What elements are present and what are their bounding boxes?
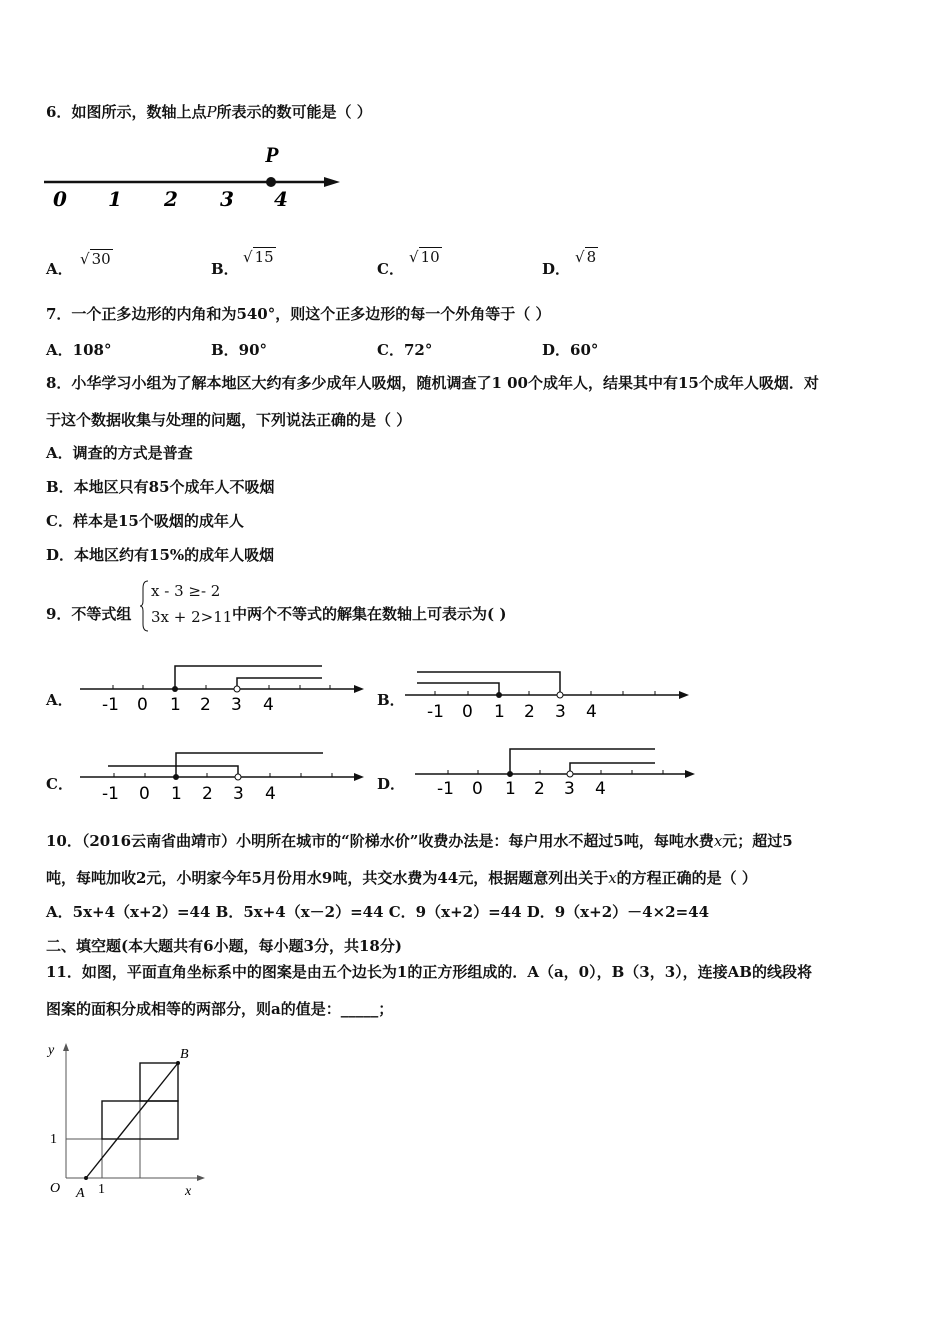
- q8-option-c[interactable]: C．样本是15个吸烟的成年人: [46, 512, 244, 530]
- q10-stem-line2: 吨，每吨加收2元，小明家今年5月份用水9吨，共交水费为44元，根据题意列出关于x的方程正确的是（ ）: [46, 869, 757, 887]
- q8-option-a[interactable]: A．调查的方式是普查: [46, 444, 193, 462]
- q9-option-a[interactable]: A．: [46, 691, 73, 709]
- q11-origin-label: O: [50, 1181, 61, 1196]
- q8-option-b[interactable]: B．本地区只有85个成年人不吸烟: [46, 478, 275, 496]
- q9d-tick-3: 3: [564, 779, 575, 799]
- q11-a-label: A: [76, 1186, 85, 1201]
- q9d-tick-neg1: -1: [437, 779, 454, 799]
- q9c-tick-1: 1: [171, 784, 182, 804]
- q9b-tick-1: 1: [494, 702, 505, 722]
- q6-option-a-value: √ 30: [80, 250, 111, 268]
- q7-option-c[interactable]: C．72°: [377, 341, 433, 359]
- q6-option-c[interactable]: C．: [377, 260, 404, 278]
- q9b-tick-2: 2: [524, 702, 535, 722]
- q6-point-label: P: [265, 142, 279, 167]
- q9-option-d-figure: [415, 745, 705, 805]
- q7-option-d[interactable]: D．60°: [542, 341, 599, 359]
- q9a-tick-0: 0: [137, 695, 148, 715]
- q11-stem-line1: 11．如图，平面直角坐标系中的图案是由五个边长为1的正方形组成的．A（a，0），B（3，3），连接AB的线段将: [46, 963, 812, 981]
- q6-stem: 6．如图所示，数轴上点P所表示的数可能是（ ）: [46, 103, 372, 121]
- q9b-tick-4: 4: [586, 702, 597, 722]
- q9c-tick-neg1: -1: [102, 784, 119, 804]
- q9-option-c-figure: [80, 745, 370, 805]
- q11-coordinate-figure: [40, 1040, 220, 1210]
- q6-option-b[interactable]: B．: [211, 260, 239, 278]
- q9c-tick-4: 4: [265, 784, 276, 804]
- q6-option-d[interactable]: D．: [542, 260, 571, 278]
- q9-stem-tail: 中两个不等式的解集在数轴上可表示为( ): [232, 605, 507, 623]
- q9-option-b-figure: [405, 662, 695, 722]
- q9c-tick-0: 0: [139, 784, 150, 804]
- q6-option-b-value: √ 15: [243, 248, 274, 266]
- q6-tick-4: 4: [274, 187, 288, 211]
- q11-answer-blank[interactable]: _____: [340, 1000, 379, 1018]
- q6-tick-0: 0: [53, 187, 67, 211]
- q9b-tick-neg1: -1: [427, 702, 444, 722]
- q9a-tick-2: 2: [200, 695, 211, 715]
- q6-number-line: [40, 140, 360, 220]
- q6-option-d-value: √ 8: [575, 248, 597, 266]
- q11-stem-line2: 图案的面积分成相等的两部分，则a的值是：_____；: [46, 1000, 394, 1018]
- q6-tick-2: 2: [164, 187, 178, 211]
- q6-option-c-value: √ 10: [409, 248, 440, 266]
- q9-option-a-figure: [80, 660, 370, 720]
- q6-option-a[interactable]: A．: [46, 260, 73, 278]
- q9-inequality-2: 3x + 2>11: [151, 608, 233, 626]
- q9d-tick-0: 0: [472, 779, 483, 799]
- q9b-tick-0: 0: [462, 702, 473, 722]
- q11-y-one: 1: [50, 1132, 57, 1147]
- q9c-tick-3: 3: [233, 784, 244, 804]
- q6-tick-3: 3: [220, 187, 234, 211]
- q10-options[interactable]: A．5x+4（x+2）=44 B．5x+4（x－2）=44 C．9（x+2）=44 D．9（x+2）－4×2=44: [46, 903, 710, 921]
- q9a-tick-3: 3: [231, 695, 242, 715]
- q9b-tick-3: 3: [555, 702, 566, 722]
- q8-option-d[interactable]: D．本地区约有15%的成年人吸烟: [46, 546, 275, 564]
- q9-option-b[interactable]: B．: [377, 691, 405, 709]
- q9-stem-num: 9．不等式组: [46, 605, 132, 623]
- q9a-tick-neg1: -1: [102, 695, 119, 715]
- q11-x-label: x: [185, 1184, 192, 1199]
- q9-option-d[interactable]: D．: [377, 775, 406, 793]
- q11-b-label: B: [180, 1047, 189, 1062]
- q9d-tick-1: 1: [505, 779, 516, 799]
- q8-stem-line1: 8．小华学习小组为了解本地区大约有多少成年人吸烟，随机调查了1 00个成年人，结果其中有15个成年人吸烟．对: [46, 374, 819, 392]
- section-2-heading: 二、填空题(本大题共有6小题，每小题3分，共18分): [46, 937, 402, 955]
- q6-tick-1: 1: [108, 187, 122, 211]
- q7-stem: 7．一个正多边形的内角和为540°，则这个正多边形的每一个外角等于（ ）: [46, 305, 551, 323]
- q9a-tick-4: 4: [263, 695, 274, 715]
- q7-option-a[interactable]: A．108°: [46, 341, 112, 359]
- q9d-tick-4: 4: [595, 779, 606, 799]
- q9-inequality-1: x - 3 ≥- 2: [151, 582, 221, 600]
- q9d-tick-2: 2: [534, 779, 545, 799]
- q10-stem-line1: 10．（2016云南省曲靖市）小明所在城市的“阶梯水价”收费办法是：每户用水不超过5吨，每吨水费x元；超过5: [46, 832, 793, 850]
- q9c-tick-2: 2: [202, 784, 213, 804]
- q9-brace: [140, 580, 150, 632]
- q7-option-b[interactable]: B．90°: [211, 341, 268, 359]
- q11-x-one: 1: [98, 1182, 105, 1197]
- q9-option-c[interactable]: C．: [46, 775, 73, 793]
- q9a-tick-1: 1: [170, 695, 181, 715]
- q11-y-label: y: [48, 1043, 55, 1058]
- q8-stem-line2: 于这个数据收集与处理的问题，下列说法正确的是（ ）: [46, 411, 412, 429]
